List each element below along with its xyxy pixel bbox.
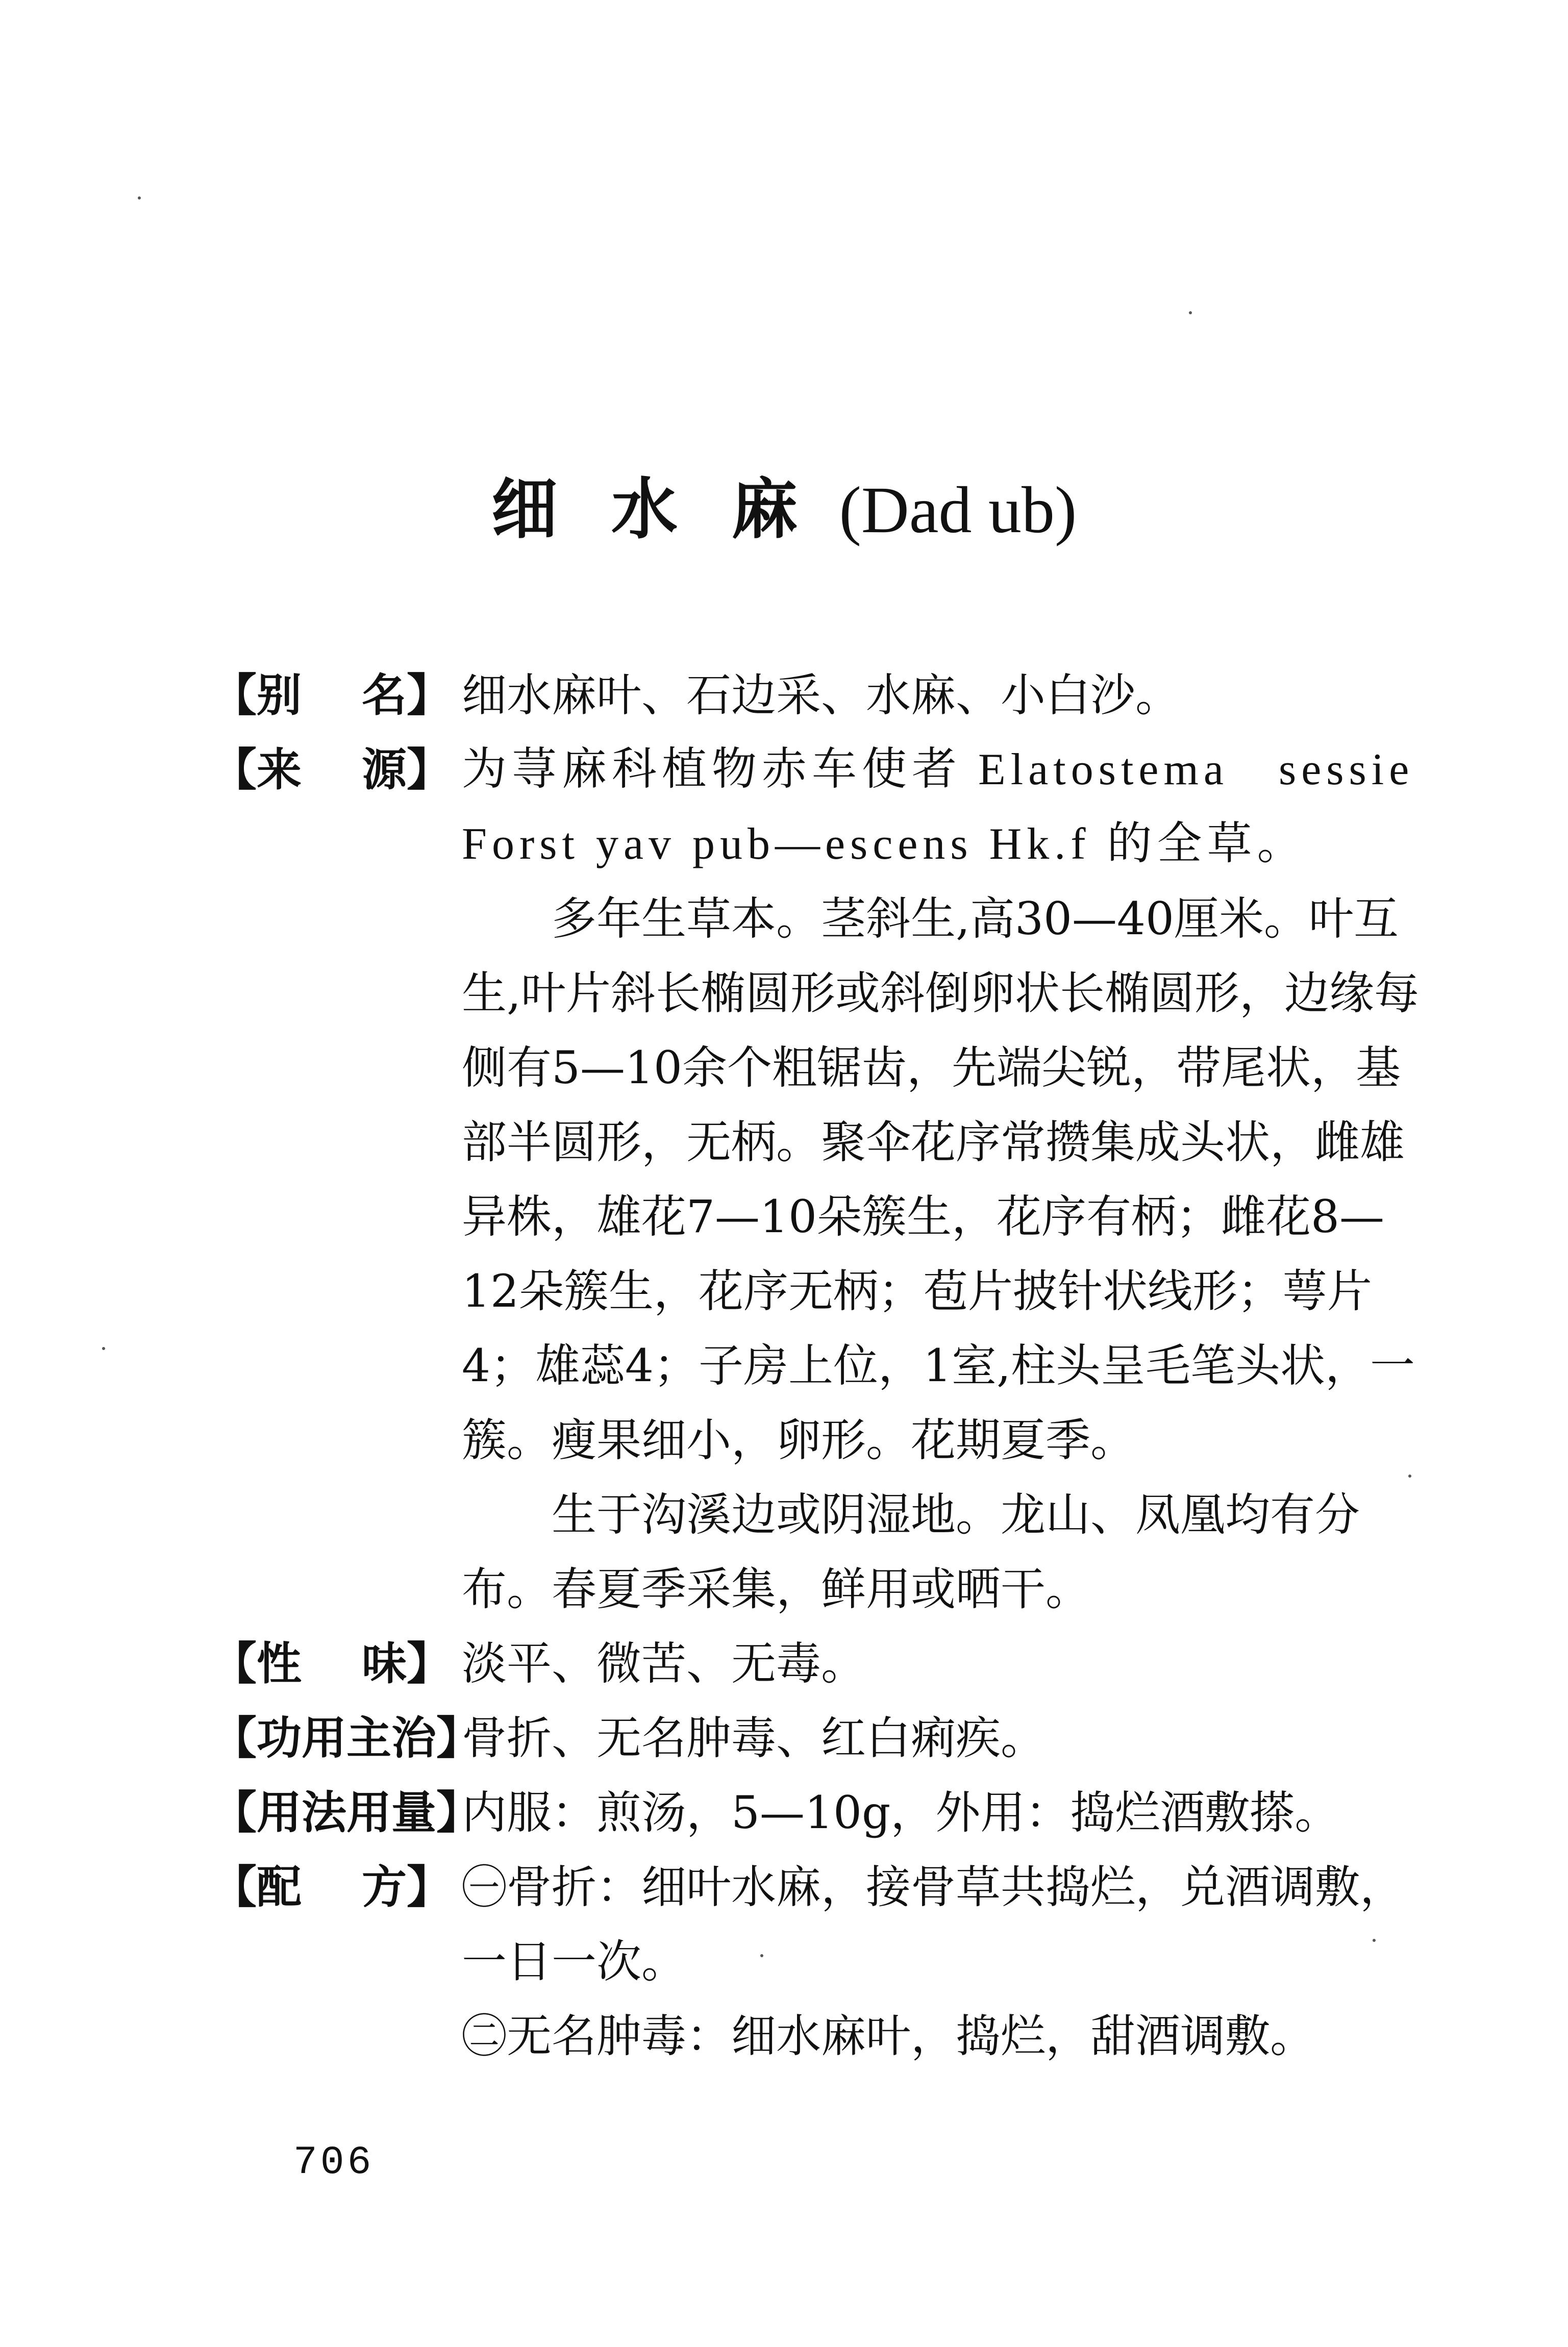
scan-speck: [102, 1347, 105, 1350]
entry-alias: [212, 658, 1426, 733]
recipe-2: ㊁无名肿毒：细水麻叶，捣烂，甜酒调敷。: [462, 2010, 1315, 2062]
page-number: 706: [293, 2140, 375, 2185]
label-recipe: 【配 方】: [212, 1861, 452, 1913]
recipe-content: [462, 1850, 1426, 2074]
label-alias: 【别 名】: [212, 669, 452, 721]
label-taste: 【性 味】: [212, 1637, 452, 1690]
label-dosage: 【用法用量】: [212, 1786, 482, 1839]
recipe-1: ㊀骨折：细叶水麻，接骨草共捣烂，兑酒调敷，一日一次。: [462, 1861, 1405, 1988]
dosage-content: 内服：煎汤，5—10g，外用：捣烂酒敷搽。: [462, 1786, 1340, 1839]
entry-title: [0, 469, 1568, 550]
entry-body: [212, 658, 1426, 2074]
entry-taste: [212, 1627, 1426, 1701]
source-line-1: 为荨麻科植物赤车使者 Elatostema sessie: [462, 745, 1414, 794]
alias-content: 细水麻叶、石边采、水麻、小白沙。: [462, 669, 1181, 721]
habitat-paragraph: 生于沟溪边或阴湿地。龙山、凤凰均有分布。春夏季采集，鲜用或晒干。: [462, 1488, 1360, 1615]
source-content: [462, 733, 1426, 1627]
entry-dosage: [212, 1776, 1426, 1850]
description-paragraph: 多年生草本。茎斜生,高30—40厘米。叶互生,叶片斜长椭圆形或斜倒卵状长椭圆形，边缘每侧有5—10余个粗锯齿，先端尖锐，带尾状，基部半圆形，无柄。聚伞花序常攒集成头状，雌雄异株，雄花7—10朵簇生，花序有柄；雌花8—12朵簇生，花序无柄；苞片披针状线形；萼片4；雄蕊4；子房上位，1室,柱头呈毛笔头状，一簇。瘦果细小，卵形。花期夏季。: [462, 892, 1419, 1466]
taste-content: 淡平、微苦、无毒。: [462, 1637, 866, 1690]
title-chinese: 细 水 麻: [491, 470, 813, 548]
scan-speck: [1408, 1475, 1411, 1478]
scan-speck: [1189, 311, 1192, 314]
entry-source: [212, 733, 1426, 1627]
title-latin: (Dad ub): [839, 473, 1077, 547]
scan-speck: [1373, 1939, 1376, 1942]
scan-speck: [760, 1954, 763, 1957]
label-source: 【来 源】: [212, 743, 452, 796]
entry-recipe: [212, 1850, 1426, 2074]
label-function: 【功用主治】: [212, 1712, 482, 1764]
function-content: 骨折、无名肿毒、红白痢疾。: [462, 1712, 1046, 1764]
entry-function: [212, 1701, 1426, 1776]
source-line-2: Forst yav pub—escens Hk.f 的全草。: [462, 819, 1307, 869]
scan-speck: [138, 196, 141, 199]
